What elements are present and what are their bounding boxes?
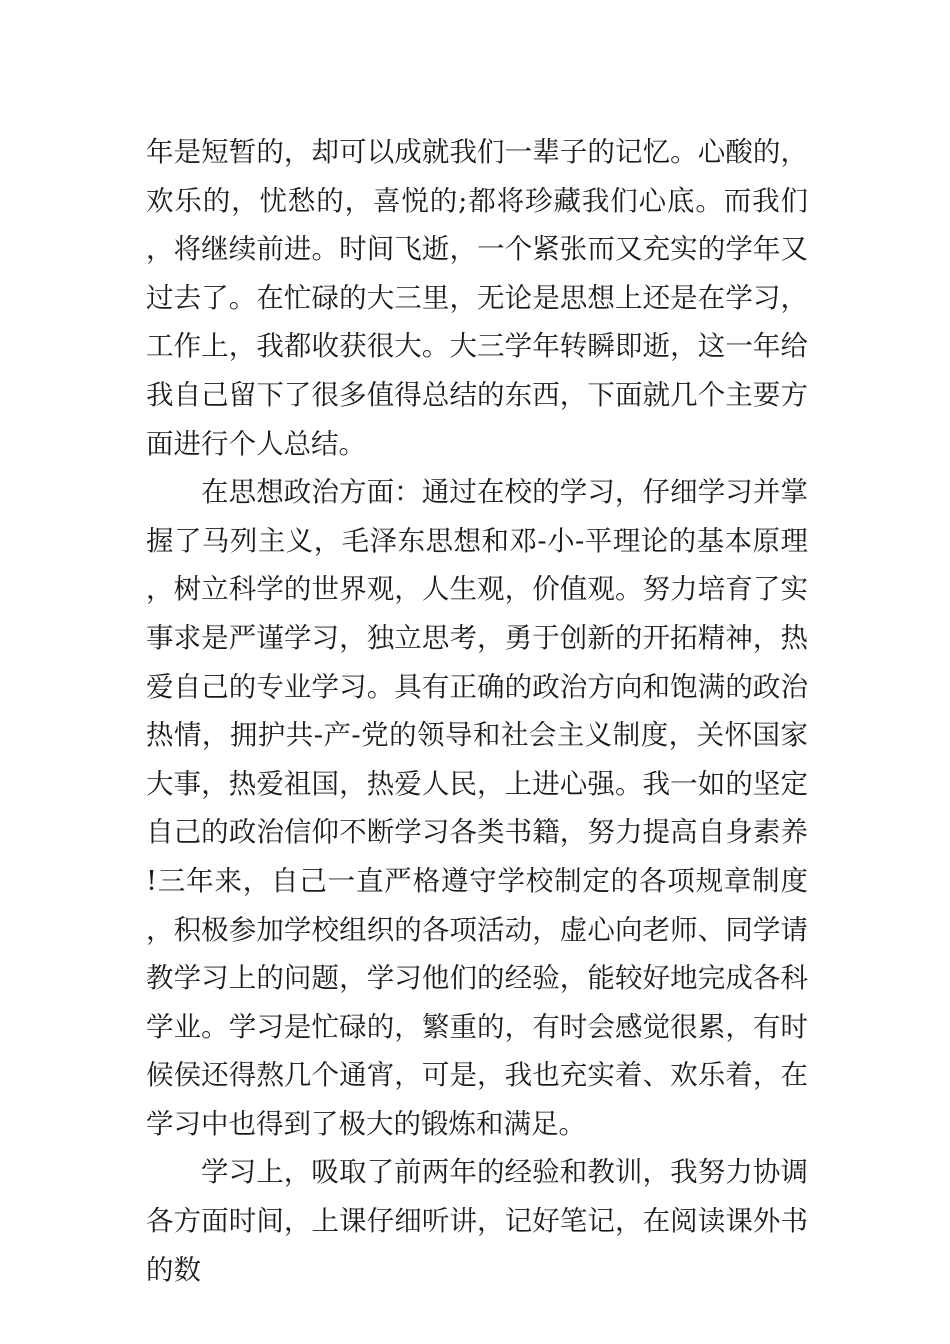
paragraph-political-thought: 在思想政治方面：通过在校的学习，仔细学习并掌握了马列主义，毛泽东思想和邓-小-平理论的基本原理，树立科学的世界观，人生观，价值观。努力培育了实事求是严谨学习，独立思考，勇于创新的开拓精神，热爱自己的专业学习。具有正确的政治方向和饱满的政治热情，拥护共-产-党的领导和社会主义制度，关怀国家大事，热爱祖国，热爱人民，上进心强。我一如的坚定自己的政治信仰不断学习各类书籍，努力提高自身素养!三年来，自己一直严格遵守学校制定的各项规章制度，积极参加学校组织的各项活动，虚心向老师、同学请教学习上的问题，学习他们的经验，能较好地完成各科学业。学习是忙碌的，繁重的，有时会感觉很累，有时候侯还得熬几个通宵，可是，我也充实着、欢乐着，在学习中也得到了极大的锻炼和满足。: [146, 476, 808, 1140]
document-body: [146, 128, 808, 1294]
paragraph-intro: 年是短暂的，却可以成就我们一辈子的记忆。心酸的，欢乐的，忧愁的，喜悦的;都将珍藏我们心底。而我们，将继续前进。时间飞逝，一个紧张而又充实的学年又过去了。在忙碌的大三里，无论是思想上还是在学习，工作上，我都收获很大。大三学年转瞬即逝，这一年给我自己留下了很多值得总结的东西，下面就几个主要方面进行个人总结。: [146, 136, 808, 460]
paragraph-study: 学习上，吸取了前两年的经验和教训，我努力协调各方面时间，上课仔细听讲，记好笔记，在阅读课外书的数: [146, 1156, 808, 1286]
